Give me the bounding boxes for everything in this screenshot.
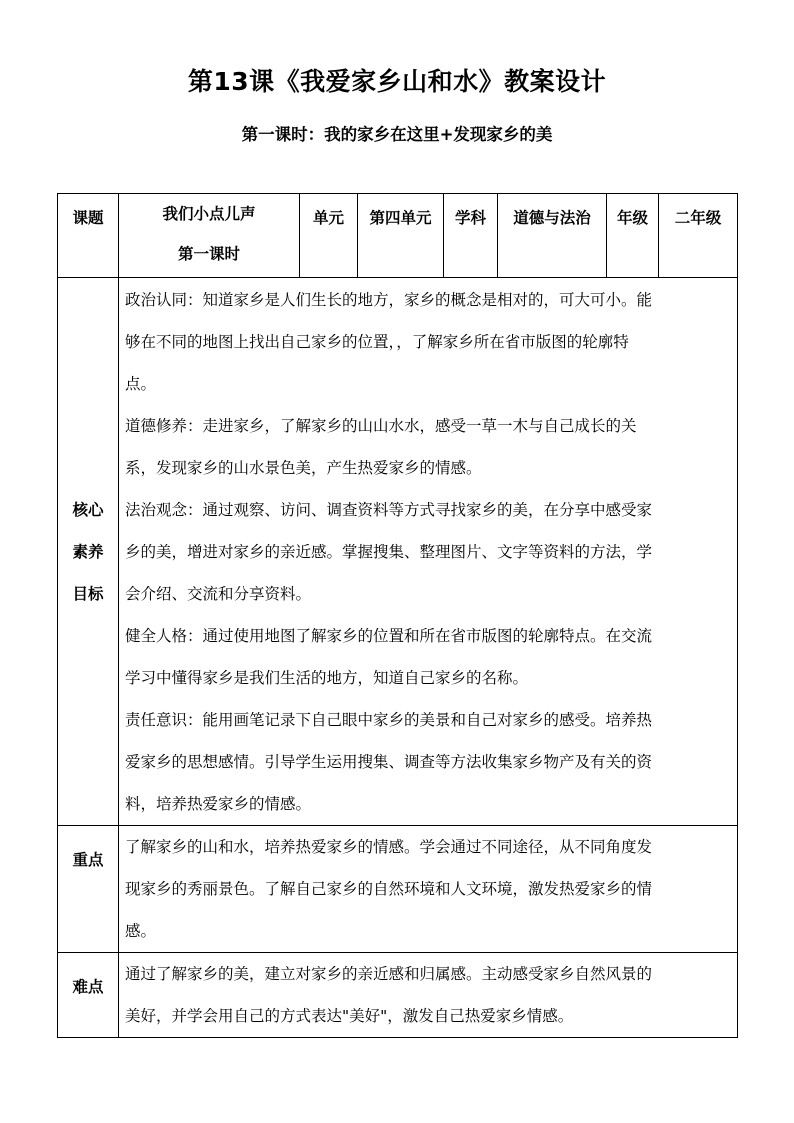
goal-personality-line-2: 学习中懂得家乡是我们生活的地方，知道自己家乡的名称。	[125, 669, 529, 687]
goals-content	[119, 278, 738, 826]
goals-row	[58, 278, 738, 826]
key-points-content	[119, 826, 738, 953]
subject-value: 道德与法治	[498, 194, 607, 278]
topic-value	[119, 194, 300, 278]
unit-label: 单元	[300, 194, 358, 278]
goal-political-line-3: 点。	[125, 375, 157, 393]
goals-label-line-3: 目标	[72, 584, 104, 603]
goals-label-line-1: 核心	[72, 500, 104, 519]
key-points-row	[58, 826, 738, 953]
key-points-line-1: 了解家乡的山和水，培养热爱家乡的情感。学会通过不同途径，从不同角度发	[125, 838, 653, 856]
goal-personality-line-1: 健全人格：通过使用地图了解家乡的位置和所在省市版图的轮廓特点。在交流	[125, 627, 653, 645]
goals-label-line-2: 素养	[72, 542, 104, 561]
goal-law-line-2: 乡的美，增进对家乡的亲近感。掌握搜集、整理图片、文字等资料的方法，学	[125, 543, 653, 561]
topic-label: 课题	[58, 194, 119, 278]
grade-value: 二年级	[659, 194, 738, 278]
goal-responsibility-line-1: 责任意识：能用画笔记录下自己眼中家乡的美景和自己对家乡的感受。培养热	[125, 711, 653, 729]
goal-responsibility-line-3: 料，培养热爱家乡的情感。	[125, 795, 312, 813]
lesson-plan-table	[57, 193, 738, 1038]
goal-law-line-1: 法治观念：通过观察、访问、调查资料等方式寻找家乡的美，在分享中感受家	[125, 501, 653, 519]
goal-moral-line-2: 系，发现家乡的山水景色美，产生热爱家乡的情感。	[125, 459, 482, 477]
header-row	[58, 194, 738, 278]
document-title: 第13课《我爱家乡山和水》教案设计	[187, 67, 607, 96]
key-points-line-3: 感。	[125, 922, 157, 940]
difficulties-content	[119, 953, 738, 1038]
goal-political-line-2: 够在不同的地图上找出自己家乡的位置，，了解家乡所在省市版图的轮廓特	[125, 333, 629, 351]
difficulties-line-1: 通过了解家乡的美，建立对家乡的亲近感和归属感。主动感受家乡自然风景的	[125, 965, 653, 983]
goal-responsibility-line-2: 爱家乡的思想感情。引导学生运用搜集、调查等方法收集家乡物产及有关的资	[125, 753, 653, 771]
goal-moral-line-1: 道德修养：走进家乡，了解家乡的山山水水，感受一草一木与自己成长的关	[125, 417, 637, 435]
document-subtitle: 第一课时：我的家乡在这里+发现家乡的美	[241, 125, 553, 144]
goal-law-line-3: 会介绍、交流和分享资料。	[125, 585, 312, 603]
difficulties-line-2: 美好，并学会用自己的方式表达"美好"，激发自己热爱家乡情感。	[125, 1007, 574, 1025]
grade-label: 年级	[607, 194, 659, 278]
key-points-label: 重点	[58, 826, 119, 953]
topic-title: 我们小点儿声	[162, 205, 256, 223]
topic-period: 第一课时	[177, 245, 240, 263]
difficulties-row	[58, 953, 738, 1038]
difficulties-label: 难点	[58, 953, 119, 1038]
goal-political-line-1: 政治认同：知道家乡是人们生长的地方，家乡的概念是相对的，可大可小。能	[125, 291, 653, 309]
key-points-line-2: 现家乡的秀丽景色。了解自己家乡的自然环境和人文环境，激发热爱家乡的情	[125, 880, 653, 898]
subject-label: 学科	[444, 194, 498, 278]
goals-label	[58, 278, 119, 826]
unit-value: 第四单元	[358, 194, 444, 278]
